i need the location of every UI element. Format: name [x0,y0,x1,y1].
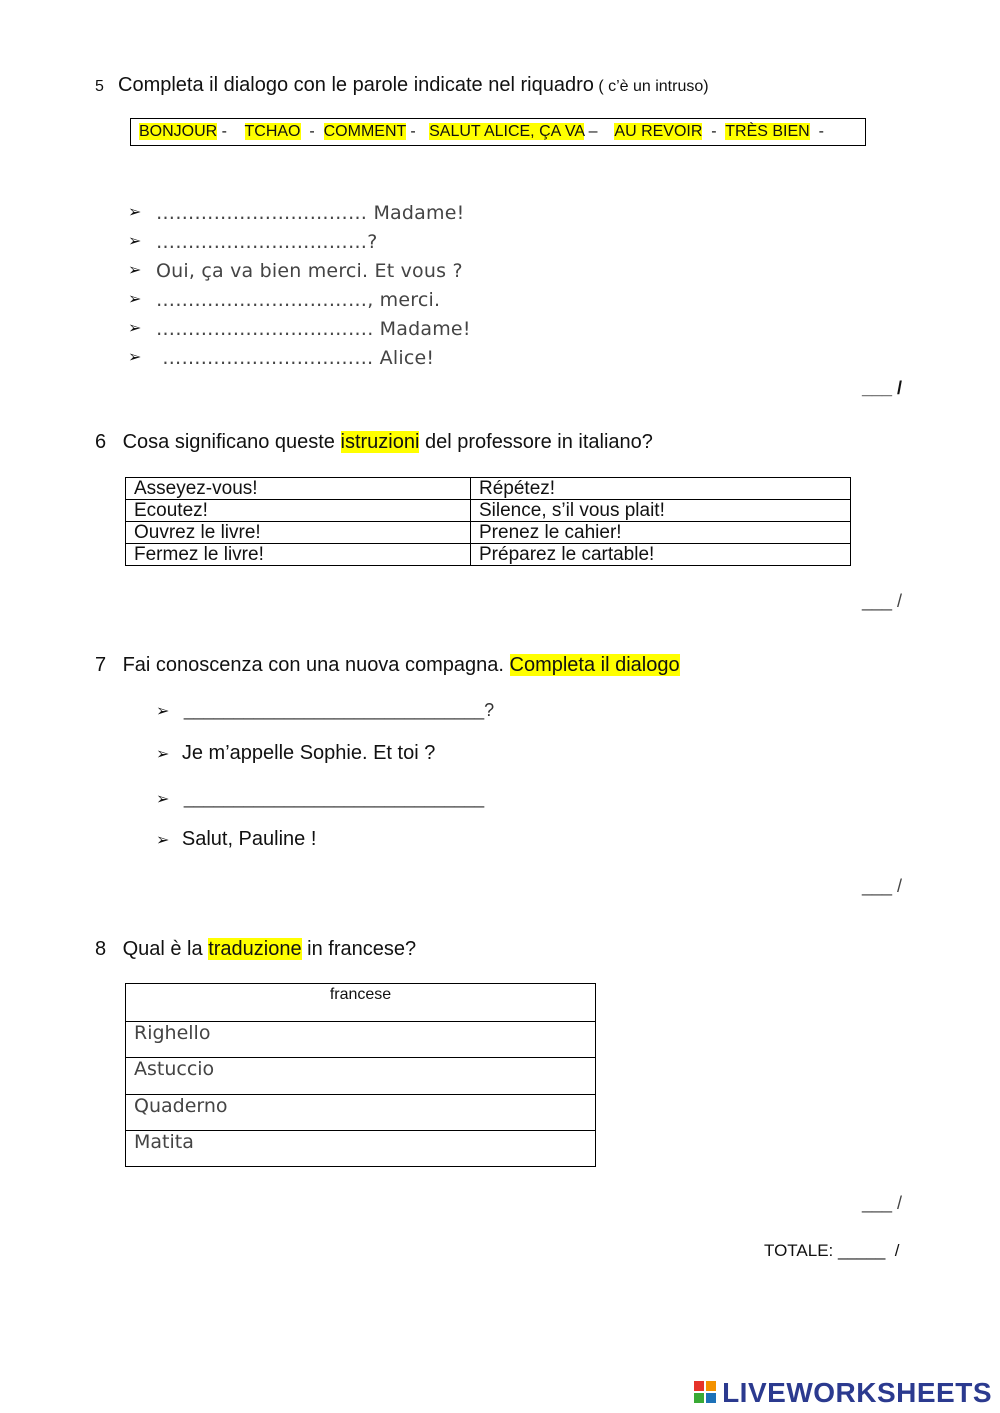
table-cell: Répétez! [471,478,851,500]
logo-icon [694,1381,718,1405]
word-separator: - [405,123,430,140]
word-comment: COMMENT [323,123,406,140]
q6-number: 6 [95,431,107,453]
column-header: francese [126,984,596,1022]
word-salut-alice: SALUT ALICE, ÇA VA [429,123,585,140]
table-cell: Asseyez-vous! [126,478,471,500]
answer-blank[interactable]: ______________________________ [183,788,485,808]
arrow-bullet-icon: ➢ [128,233,142,250]
list-item [156,828,316,851]
q5-title: Completa il dialogo con le parole indicate nel riquadro [118,74,594,96]
q7-score: ___ / [862,876,903,896]
arrow-bullet-icon: ➢ [128,262,142,279]
arrow-bullet-icon: ➢ [128,349,142,366]
translation-row[interactable]: Matita [126,1131,596,1167]
q8-number: 8 [95,938,107,960]
dialogue-line[interactable]: …………………………… Alice! [156,347,435,369]
table-cell: Ouvrez le livre! [126,522,471,544]
dialogue-line: Oui, ça va bien merci. Et vous ? [156,260,463,282]
word-box [130,118,866,146]
table-cell: Fermez le livre! [126,544,471,566]
list-item [128,260,471,289]
liveworksheets-logo [694,1377,992,1409]
q7-heading [95,654,680,677]
list-item [156,700,494,721]
q7-title-start: Fai conoscenza con una nuova compagna. [122,654,510,676]
table-row [126,544,851,566]
q5-note: ( c’è un intruso) [598,78,709,95]
table-cell: Ecoutez! [126,500,471,522]
arrow-bullet-icon: ➢ [156,703,170,720]
dialogue-line: Salut, Pauline ! [181,828,317,850]
table-row [126,522,851,544]
translation-table [125,983,596,1167]
q5-score: ___ / [862,378,903,398]
list-item [128,202,471,231]
table-header-row [126,984,596,1022]
word-separator: - [702,123,726,140]
q6-score: ___ / [862,591,903,611]
table-cell: Préparez le cartable! [471,544,851,566]
dialogue-line[interactable]: ……………………………? [156,231,378,253]
dialogue-line[interactable]: ……………………………, merci. [156,289,441,311]
word-bonjour: BONJOUR [139,123,218,140]
q8-title-start: Qual è la [122,938,209,960]
list-item [156,788,484,809]
list-item [128,347,471,376]
q8-title-highlight: traduzione [208,938,302,960]
q6-title-highlight: istruzioni [340,431,420,453]
q6-title-end: del professore in italiano? [419,431,653,453]
translation-row[interactable]: Righello [126,1022,596,1058]
dialogue-line: Je m’appelle Sophie. Et toi ? [181,742,436,764]
q6-title-start: Cosa significano queste [122,431,341,453]
arrow-bullet-icon: ➢ [156,791,170,808]
arrow-bullet-icon: ➢ [128,320,142,337]
table-row[interactable] [126,1058,596,1095]
instructions-table [125,477,851,566]
word-au-revoir: AU REVOIR [614,123,703,140]
translation-row[interactable]: Quaderno [126,1095,596,1131]
q5-dialogue [128,202,471,376]
table-row [126,500,851,522]
table-cell: Prenez le cahier! [471,522,851,544]
table-row[interactable] [126,1022,596,1058]
table-row[interactable] [126,1131,596,1167]
word-separator: – [584,123,615,140]
word-separator: - [300,123,324,140]
arrow-bullet-icon: ➢ [156,746,170,763]
word-tres-bien: TRÈS BIEN [725,123,810,140]
word-tchao: TCHAO [244,123,301,140]
q5-heading [118,74,709,97]
arrow-bullet-icon: ➢ [156,832,170,849]
list-item [128,231,471,260]
dialogue-line[interactable]: …………………………… Madame! [156,202,465,224]
table-cell: Silence, s’il vous plait! [471,500,851,522]
table-row[interactable] [126,1095,596,1131]
arrow-bullet-icon: ➢ [128,204,142,221]
table-row [126,478,851,500]
arrow-bullet-icon: ➢ [128,291,142,308]
dialogue-line[interactable]: ……………………………. Madame! [156,318,471,340]
word-separator: - [809,123,824,140]
q7-title-highlight: Completa il dialogo [509,654,680,676]
logo-text: LIVEWORKSHEETS [722,1377,992,1408]
q8-title-end: in francese? [301,938,417,960]
q8-score: ___ / [862,1193,903,1213]
list-item [128,318,471,347]
list-item [128,289,471,318]
q6-heading [95,431,653,454]
q7-number: 7 [95,654,107,676]
translation-row[interactable]: Astuccio [126,1058,596,1095]
q8-heading [95,938,416,961]
answer-blank[interactable]: ______________________________? [183,700,495,720]
total-score: TOTALE: _____ / [764,1241,900,1260]
list-item [156,742,435,765]
q5-number: 5 [95,78,104,95]
word-separator: - [217,123,245,140]
